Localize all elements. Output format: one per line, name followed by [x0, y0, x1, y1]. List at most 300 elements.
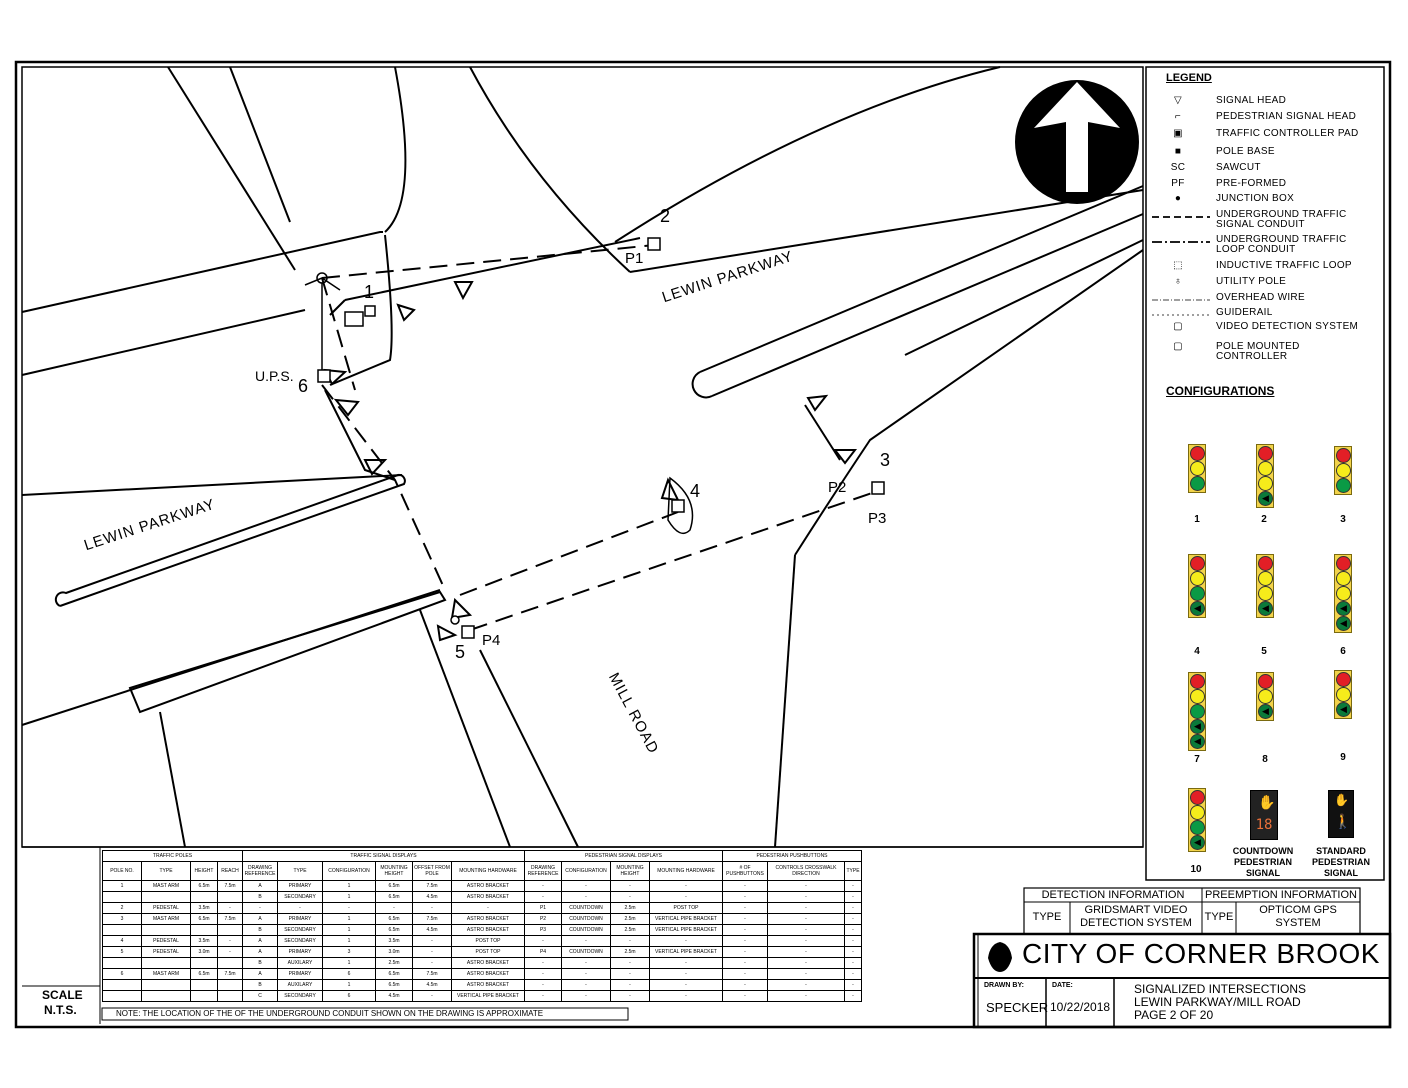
signal-config-icon — [1256, 672, 1274, 721]
table-cell: - — [611, 958, 650, 969]
table-cell: - — [723, 936, 768, 947]
table-cell: - — [562, 892, 611, 903]
table-cell: 3 — [323, 947, 376, 958]
legend-item-label: TRAFFIC CONTROLLER PAD — [1216, 128, 1359, 139]
legend-item-label: SAWCUT — [1216, 162, 1261, 173]
table-cell: 1 — [323, 958, 376, 969]
table-cell: AUXILARY — [278, 958, 323, 969]
table-cell: 7.5m — [413, 881, 452, 892]
table-cell: VERTICAL PIPE BRACKET — [650, 947, 723, 958]
arrow-lens-icon: ◀ — [1190, 601, 1205, 616]
signal-lens-icon — [1336, 478, 1351, 493]
config-number: 5 — [1261, 646, 1267, 657]
table-cell: P1 — [525, 903, 562, 914]
config-number: 7 — [1194, 754, 1200, 765]
signal-lens-icon — [1258, 556, 1273, 571]
table-cell: 2.5m — [611, 925, 650, 936]
table-cell: 4.5m — [413, 892, 452, 903]
signal-config-icon — [1188, 444, 1206, 493]
signal-config-icon — [1188, 788, 1206, 852]
org-title: CITY OF CORNER BROOK — [1022, 938, 1380, 969]
table-cell: - — [218, 903, 243, 914]
table-cell: A — [243, 936, 278, 947]
table-cell — [142, 925, 191, 936]
signal-lens-icon — [1190, 820, 1205, 835]
table-cell — [218, 991, 243, 1002]
table-cell: - — [650, 881, 723, 892]
config-number: 6 — [1340, 646, 1346, 657]
table-cell: 2.5m — [611, 914, 650, 925]
arrow-lens-icon: ◀ — [1336, 616, 1351, 631]
table-cell: - — [525, 958, 562, 969]
signal-config-icon — [1334, 446, 1352, 495]
table-cell: - — [611, 936, 650, 947]
legend-item — [1160, 194, 1380, 210]
table-cell: - — [525, 936, 562, 947]
table-cell: - — [845, 958, 862, 969]
legend-item-label: GUIDERAIL — [1216, 307, 1273, 318]
table-cell: - — [452, 903, 525, 914]
table-cell: - — [650, 969, 723, 980]
preemption-value: OPTICOM GPS SYSTEM — [1259, 904, 1337, 929]
table-cell — [103, 980, 142, 991]
table-cell: - — [650, 892, 723, 903]
date-label: DATE: — [1052, 982, 1073, 989]
signal-lens-icon — [1190, 805, 1205, 820]
legend-item-label: PEDESTRIAN SIGNAL HEAD — [1216, 111, 1357, 122]
table-cell — [103, 958, 142, 969]
signal-lens-icon — [1190, 689, 1205, 704]
legend-item — [1160, 163, 1380, 179]
table-cell: COUNTDOWN — [562, 947, 611, 958]
table-group-header: TRAFFIC SIGNAL DISPLAYS — [243, 851, 525, 862]
legend-item — [1160, 341, 1380, 362]
legend-item — [1160, 112, 1380, 128]
table-cell: - — [723, 947, 768, 958]
legend-item — [1160, 234, 1380, 255]
table-cell: - — [768, 947, 845, 958]
signal-lens-icon — [1190, 571, 1205, 586]
traffic-poles-table — [102, 850, 862, 1002]
signal-lens-icon — [1336, 586, 1351, 601]
table-row — [103, 980, 862, 991]
table-cell: - — [525, 991, 562, 1002]
legend-item-label: OVERHEAD WIRE — [1216, 292, 1305, 303]
north-arrow-icon — [1015, 80, 1139, 204]
signal-lens-icon — [1190, 476, 1205, 491]
legend-item-label: INDUCTIVE TRAFFIC LOOP — [1216, 260, 1352, 271]
table-cell — [103, 991, 142, 1002]
signal-config-icon — [1256, 554, 1274, 618]
table-row — [103, 881, 862, 892]
table-cell: 1 — [323, 914, 376, 925]
legend-item — [1160, 209, 1380, 230]
signal-config-icon — [1334, 554, 1352, 633]
detection-title: DETECTION INFORMATION — [1041, 889, 1185, 901]
table-cell: - — [768, 936, 845, 947]
table-cell: 7.5m — [413, 969, 452, 980]
table-cell: - — [845, 925, 862, 936]
table-column-header: MOUNTING HARDWARE — [452, 862, 525, 881]
legend-item — [1160, 96, 1380, 112]
table-cell: - — [650, 980, 723, 991]
table-cell: - — [650, 936, 723, 947]
config-number: 3 — [1340, 514, 1346, 525]
config-number: 10 — [1190, 864, 1202, 875]
table-cell: - — [611, 892, 650, 903]
table-cell: AUXILARY — [278, 980, 323, 991]
table-cell — [142, 892, 191, 903]
table-cell: 6.5m — [376, 881, 413, 892]
configurations-title: CONFIGURATIONS — [1166, 384, 1275, 398]
table-cell: 6 — [323, 969, 376, 980]
table-cell: - — [768, 892, 845, 903]
table-cell: - — [243, 903, 278, 914]
table-cell: PRIMARY — [278, 969, 323, 980]
signal-lens-icon — [1258, 674, 1273, 689]
table-cell: 2 — [103, 903, 142, 914]
table-cell: - — [768, 925, 845, 936]
city-crest-icon — [988, 942, 1012, 972]
table-cell: - — [562, 881, 611, 892]
table-cell: - — [525, 881, 562, 892]
config-number: 4 — [1194, 646, 1200, 657]
table-column-header: MOUNTING HEIGHT — [376, 862, 413, 881]
table-cell: - — [768, 980, 845, 991]
table-cell: - — [723, 903, 768, 914]
table-group-header: TRAFFIC POLES — [103, 851, 243, 862]
table-cell: - — [768, 969, 845, 980]
drawn-by: SPECKER — [986, 1000, 1049, 1015]
table-cell: A — [243, 881, 278, 892]
table-cell: PEDESTAL — [142, 936, 191, 947]
table-row — [103, 903, 862, 914]
table-cell: POST TOP — [452, 947, 525, 958]
table-cell: - — [611, 991, 650, 1002]
table-cell: 7.5m — [218, 914, 243, 925]
table-cell — [218, 980, 243, 991]
table-cell: - — [768, 914, 845, 925]
table-cell: 4 — [103, 936, 142, 947]
countdown-signal-icon: ✋ 18 — [1250, 790, 1278, 840]
junction-box-icon: ● — [1174, 193, 1182, 204]
table-cell: 6 — [103, 969, 142, 980]
video-detection-icon: ▢ — [1173, 321, 1183, 332]
signal-lens-icon — [1336, 672, 1351, 687]
table-cell: 6.5m — [191, 969, 218, 980]
table-cell: MAST ARM — [142, 969, 191, 980]
table-cell — [218, 958, 243, 969]
table-cell: P2 — [525, 914, 562, 925]
table-cell: SECONDARY — [278, 925, 323, 936]
config-number: 8 — [1262, 754, 1268, 765]
table-cell: 3.0m — [376, 947, 413, 958]
road-edges — [22, 67, 1143, 847]
table-column-header: CONFIGURATION — [562, 862, 611, 881]
table-cell — [191, 958, 218, 969]
table-cell: PEDESTAL — [142, 947, 191, 958]
table-cell: 6.5m — [376, 914, 413, 925]
table-cell: - — [768, 991, 845, 1002]
table-column-header: DRAWING REFERENCE — [525, 862, 562, 881]
table-cell: ASTRO BRACKET — [452, 958, 525, 969]
legend-item-label: JUNCTION BOX — [1216, 193, 1295, 204]
pole-label-3: 3 — [880, 450, 891, 470]
table-cell: SECONDARY — [278, 936, 323, 947]
signal-lens-icon — [1258, 689, 1273, 704]
table-column-header: TYPE — [142, 862, 191, 881]
table-row — [103, 969, 862, 980]
title-line-3: PAGE 2 OF 20 — [1134, 1008, 1214, 1022]
table-column-header: OFFSET FROM POLE — [413, 862, 452, 881]
signal-lens-icon — [1258, 571, 1273, 586]
legend-item-label: POLE MOUNTED CONTROLLER — [1216, 341, 1300, 362]
legend-item-label: PRE-FORMED — [1216, 178, 1287, 189]
signal-lens-icon — [1258, 446, 1273, 461]
table-cell: - — [768, 958, 845, 969]
pole-controller-icon: ▢ — [1173, 341, 1183, 352]
table-cell: 6.5m — [191, 881, 218, 892]
table-cell: - — [723, 881, 768, 892]
table-cell: - — [723, 991, 768, 1002]
table-cell: 3 — [103, 914, 142, 925]
table-cell: - — [723, 925, 768, 936]
preformed-icon: PF — [1171, 178, 1185, 189]
table-cell: PRIMARY — [278, 914, 323, 925]
table-cell: POST TOP — [650, 903, 723, 914]
table-cell: - — [376, 903, 413, 914]
table-cell: 2.5m — [611, 947, 650, 958]
signal-lens-icon — [1190, 446, 1205, 461]
table-cell: 3.0m — [191, 947, 218, 958]
preemption-type-label: TYPE — [1204, 911, 1234, 923]
signal-lens-icon — [1258, 586, 1273, 601]
table-cell: 6.5m — [376, 969, 413, 980]
table-cell — [191, 991, 218, 1002]
signal-config-icon — [1188, 672, 1206, 751]
table-cell: - — [413, 991, 452, 1002]
detection-value: GRIDSMART VIDEO DETECTION SYSTEM — [1080, 904, 1192, 929]
table-cell: - — [562, 991, 611, 1002]
table-column-header: MOUNTING HARDWARE — [650, 862, 723, 881]
legend-item-label: UNDERGROUND TRAFFIC SIGNAL CONDUIT — [1216, 209, 1347, 230]
table-cell: ASTRO BRACKET — [452, 914, 525, 925]
table-cell: - — [562, 980, 611, 991]
table-cell: 1 — [103, 881, 142, 892]
table-cell: COUNTDOWN — [562, 914, 611, 925]
table-cell: 6.5m — [191, 914, 218, 925]
table-cell: MAST ARM — [142, 881, 191, 892]
table-cell: ASTRO BRACKET — [452, 925, 525, 936]
table-cell: C — [243, 991, 278, 1002]
table-column-header: MOUNTING HEIGHT — [611, 862, 650, 881]
preemption-title: PREEMPTION INFORMATION — [1205, 889, 1357, 901]
table-cell — [103, 892, 142, 903]
table-cell: - — [845, 903, 862, 914]
signal-conduits — [322, 245, 875, 630]
table-column-header: HEIGHT — [191, 862, 218, 881]
table-cell: ASTRO BRACKET — [452, 969, 525, 980]
table-cell: 3.5m — [191, 903, 218, 914]
signal-lens-icon — [1336, 571, 1351, 586]
legend-item — [1160, 277, 1380, 293]
table-cell: - — [845, 947, 862, 958]
table-cell: COUNTDOWN — [562, 925, 611, 936]
table-cell: 7.5m — [218, 881, 243, 892]
table-cell: - — [768, 903, 845, 914]
config-number: 9 — [1340, 752, 1346, 763]
table-row — [103, 936, 862, 947]
signal-lens-icon — [1190, 674, 1205, 689]
table-cell: - — [413, 947, 452, 958]
arrow-lens-icon: ◀ — [1190, 734, 1205, 749]
signal-lens-icon — [1190, 556, 1205, 571]
legend-item-label: VIDEO DETECTION SYSTEM — [1216, 321, 1359, 332]
table-column-header: REACH — [218, 862, 243, 881]
table-row — [103, 991, 862, 1002]
signal-lens-icon — [1258, 476, 1273, 491]
signal-lens-icon — [1336, 448, 1351, 463]
table-column-header: CONFIGURATION — [323, 862, 376, 881]
table-cell: COUNTDOWN — [562, 903, 611, 914]
table-cell: 1 — [323, 925, 376, 936]
table-cell: - — [413, 958, 452, 969]
arrow-lens-icon: ◀ — [1190, 835, 1205, 850]
countdown-digits: 18 — [1255, 817, 1273, 833]
table-cell: SECONDARY — [278, 991, 323, 1002]
table-cell: PEDESTAL — [142, 903, 191, 914]
table-cell: 6.5m — [376, 925, 413, 936]
table-column-header: # OF PUSHBUTTONS — [723, 862, 768, 881]
signal-lens-icon — [1190, 704, 1205, 719]
table-cell: - — [768, 881, 845, 892]
table-cell: VERTICAL PIPE BRACKET — [650, 914, 723, 925]
utility-pole-icon — [305, 273, 340, 380]
table-row — [103, 925, 862, 936]
table-cell: B — [243, 892, 278, 903]
legend-item-label: SIGNAL HEAD — [1216, 95, 1287, 106]
table-cell: SECONDARY — [278, 892, 323, 903]
table-cell: - — [218, 936, 243, 947]
table-cell: - — [525, 969, 562, 980]
legend-item-label: POLE BASE — [1216, 146, 1275, 157]
table-row — [103, 958, 862, 969]
table-cell: - — [723, 980, 768, 991]
table-cell: 6.5m — [376, 980, 413, 991]
table-cell: PRIMARY — [278, 947, 323, 958]
signal-config-icon — [1334, 670, 1352, 719]
legend-item-label: UNDERGROUND TRAFFIC LOOP CONDUIT — [1216, 234, 1347, 255]
scale-value: N.T.S. — [44, 1003, 77, 1017]
table-cell: - — [562, 958, 611, 969]
pole-base-icon: ■ — [1174, 146, 1182, 157]
table-column-header: TYPE — [845, 862, 862, 881]
table-cell: - — [611, 969, 650, 980]
pole-label-5: 5 — [455, 642, 466, 662]
signal-lens-icon — [1336, 463, 1351, 478]
table-cell: - — [525, 892, 562, 903]
table-cell: 6 — [323, 991, 376, 1002]
table-cell: P3 — [525, 925, 562, 936]
table-group-header: PEDESTRIAN PUSHBUTTONS — [723, 851, 862, 862]
table-row — [103, 947, 862, 958]
table-cell: - — [323, 903, 376, 914]
table-cell: ASTRO BRACKET — [452, 881, 525, 892]
table-cell: 1 — [323, 892, 376, 903]
table-column-header: POLE NO. — [103, 862, 142, 881]
drawing-date: 10/22/2018 — [1050, 1000, 1111, 1014]
table-cell: - — [845, 892, 862, 903]
table-cell: 4.5m — [413, 925, 452, 936]
table-cell: - — [562, 936, 611, 947]
table-cell: - — [611, 881, 650, 892]
table-cell: - — [845, 980, 862, 991]
countdown-label: COUNTDOWN PEDESTRIAN SIGNAL — [1232, 846, 1294, 878]
table-cell: VERTICAL PIPE BRACKET — [452, 991, 525, 1002]
utility-pole-icon: ♁ — [1174, 276, 1182, 287]
arrow-lens-icon: ◀ — [1258, 704, 1273, 719]
table-cell: 2.5m — [611, 903, 650, 914]
table-cell: 6.5m — [376, 892, 413, 903]
table-cell: 7.5m — [413, 914, 452, 925]
table-cell: 1 — [323, 980, 376, 991]
table-cell — [142, 991, 191, 1002]
table-cell — [103, 925, 142, 936]
table-cell: - — [723, 892, 768, 903]
legend-item — [1160, 129, 1380, 145]
table-cell: PRIMARY — [278, 881, 323, 892]
table-cell — [191, 925, 218, 936]
table-cell — [191, 892, 218, 903]
pole-label-6: 6 — [298, 376, 309, 396]
table-cell: MAST ARM — [142, 914, 191, 925]
controller-pad-icon: ▣ — [1173, 128, 1183, 139]
table-cell: 5 — [103, 947, 142, 958]
pole-label-2: 2 — [660, 206, 671, 226]
signal-head-icon: ▽ — [1174, 95, 1182, 106]
legend-item — [1160, 261, 1380, 277]
table-cell: - — [611, 980, 650, 991]
table-cell: VERTICAL PIPE BRACKET — [650, 925, 723, 936]
arrow-lens-icon: ◀ — [1190, 719, 1205, 734]
table-column-header: CONTROLS CROSSWALK DIRECTION — [768, 862, 845, 881]
table-row — [103, 914, 862, 925]
street-label-south: LEWIN PARKWAY — [82, 495, 218, 555]
table-cell — [142, 980, 191, 991]
table-cell: - — [845, 991, 862, 1002]
pole-label-1: 1 — [364, 282, 375, 302]
detection-type-label: TYPE — [1032, 911, 1062, 923]
loop-icon: ⬚ — [1173, 260, 1183, 271]
signal-lens-icon — [1336, 687, 1351, 702]
scale-label: SCALE — [42, 988, 83, 1002]
table-cell: - — [723, 914, 768, 925]
signal-lens-icon — [1190, 461, 1205, 476]
arrow-lens-icon: ◀ — [1258, 491, 1273, 506]
signal-config-icon — [1188, 554, 1206, 618]
legend-title: LEGEND — [1166, 72, 1212, 84]
table-cell: 3.5m — [376, 936, 413, 947]
table-cell: - — [525, 980, 562, 991]
table-cell: 4.5m — [376, 991, 413, 1002]
pole-label-4: 4 — [690, 481, 701, 501]
table-cell: ASTRO BRACKET — [452, 980, 525, 991]
table-cell: A — [243, 914, 278, 925]
table-cell: - — [413, 903, 452, 914]
table-cell: P4 — [525, 947, 562, 958]
table-cell: - — [278, 903, 323, 914]
standard-label: STANDARD PEDESTRIAN SIGNAL — [1311, 846, 1370, 878]
